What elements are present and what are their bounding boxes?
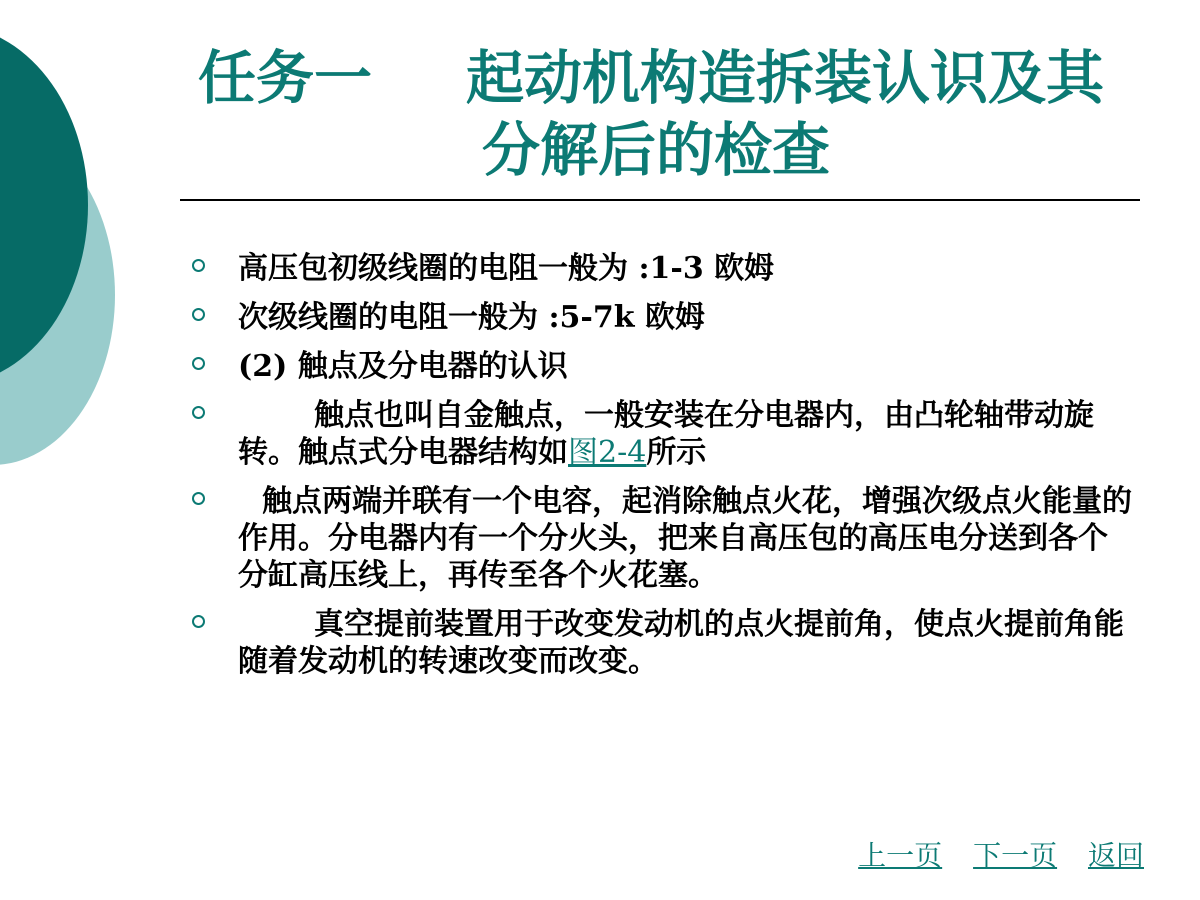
- title-task-label: 任务一: [198, 44, 373, 112]
- title-line-1-text: 起动机构造拆装认识及其: [466, 44, 1105, 112]
- list-item: [190, 299, 1135, 336]
- list-item: [190, 348, 1135, 385]
- figure-2-4-link[interactable]: 图2-4: [568, 435, 647, 470]
- title-line-1: [180, 42, 1140, 114]
- bullet-text: 次级线圈的电阻一般为 :5-7k 欧姆: [238, 300, 705, 335]
- prev-page-link[interactable]: 上一页: [858, 839, 943, 872]
- list-item: [190, 250, 1135, 287]
- slide-title: [180, 42, 1140, 186]
- bullet-list: [190, 250, 1135, 692]
- bullet-text: 触点也叫自金触点，一般安装在分电器内，由凸轮轴带动旋转。触点式分电器结构如: [238, 398, 1094, 470]
- list-item: [190, 483, 1135, 594]
- back-link[interactable]: 返回: [1087, 839, 1144, 872]
- bullet-circle-icon: [192, 308, 205, 321]
- bullet-text: (2) 触点及分电器的认识: [238, 349, 568, 384]
- bullet-circle-icon: [192, 615, 205, 628]
- bullet-text: 触点两端并联有一个电容，起消除触点火花，增强次级点火能量的作用。分电器内有一个分火头，把来自高压包的高压电分送到各个分缸高压线上，再传至各个火花塞。: [238, 484, 1132, 593]
- slide-navigation: [836, 834, 1144, 874]
- bullet-circle-icon: [192, 406, 205, 419]
- list-item: [190, 606, 1135, 680]
- bullet-text: 高压包初级线圈的电阻一般为 :1-3 欧姆: [238, 251, 775, 286]
- list-item: [190, 397, 1135, 471]
- title-divider: [180, 199, 1140, 201]
- bullet-circle-icon: [192, 357, 205, 370]
- bullet-text: 真空提前装置用于改变发动机的点火提前角，使点火提前角能随着发动机的转速改变而改变。: [238, 607, 1124, 679]
- bullet-circle-icon: [192, 259, 205, 272]
- next-page-link[interactable]: 下一页: [973, 839, 1058, 872]
- title-line-2: 分解后的检查: [482, 116, 831, 184]
- bullet-circle-icon: [192, 492, 205, 505]
- bullet-text-suffix: 所示: [646, 435, 707, 470]
